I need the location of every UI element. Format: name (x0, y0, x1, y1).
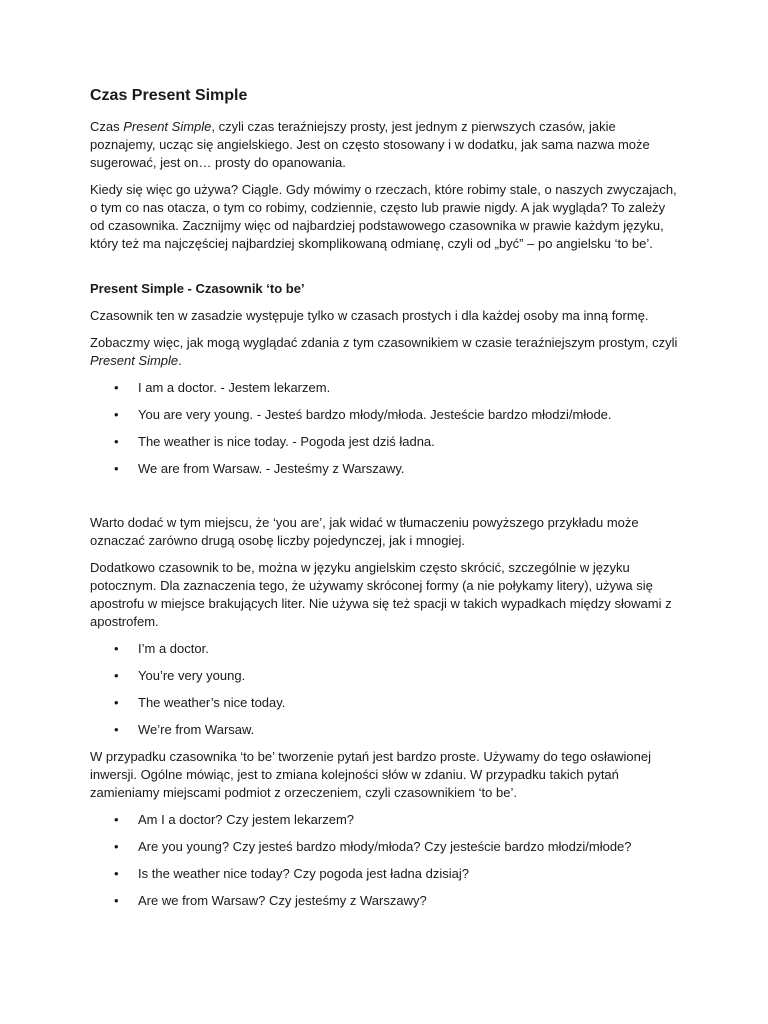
document-page (90, 84, 680, 919)
note-paragraph-2: Dodatkowo czasownik to be, można w języku angielskim często skrócić, szczególnie w języku potocznym. Dla zaznaczenia tego, że używamy skróconej formy (a nie połykamy litery), używa się apostrofu w miejsce brakujących liter. Nie używa się też spacji w takich wypadkach między słowami z apostrofem. (90, 560, 672, 629)
questions-list (90, 811, 680, 910)
list-item (90, 694, 680, 712)
document-title: Czas Present Simple (90, 87, 248, 104)
section-paragraph-1: Czasownik ten w zasadzie występuje tylko w czasach prostych i dla każdej osoby ma inną formę. (90, 308, 649, 323)
list-item-text: Is the weather nice today? Czy pogoda jest ładna dzisiaj? (138, 866, 469, 881)
list-item-text: The weather is nice today. - Pogoda jest dziś ładna. (138, 434, 435, 449)
short-form-list (90, 640, 680, 739)
bullet-icon: • (114, 812, 119, 827)
list-item (90, 406, 680, 424)
intro-p1-text-c: , czyli czas teraźniejszy prosty, jest jednym z pierwszych czasów, jakie poznajemy, ucząc się angielskiego. Jest on często stosowany i w dodatku, jak sama nazwa może sugerować, jest on… prosty do opanowania. (90, 119, 650, 170)
list-item (90, 460, 680, 478)
list-item (90, 838, 680, 856)
questions-paragraph: W przypadku czasownika ‘to be’ tworzenie pytań jest bardzo proste. Używamy do tego osławionej inwersji. Ogólne mówiąc, jest to zmiana kolejności słów w zdaniu. W przypadku takich pytań zamieniamy miejscami podmiot z orzeczeniem, czyli czasownikiem ‘to be’. (90, 749, 651, 800)
list-item (90, 433, 680, 451)
bullet-icon: • (114, 668, 119, 683)
list-item (90, 721, 680, 739)
bullet-icon: • (114, 461, 119, 476)
list-item (90, 811, 680, 829)
bullet-icon: • (114, 893, 119, 908)
spacer (90, 487, 680, 514)
list-item-text: I am a doctor. - Jestem lekarzem. (138, 380, 331, 395)
list-item-text: You are very young. - Jesteś bardzo młody/młoda. Jesteście bardzo młodzi/młode. (138, 407, 612, 422)
note-paragraph-1: Warto dodać w tym miejscu, że ‘you are’, jak widać w tłumaczeniu powyższego przykładu może oznaczać zarówno drugą osobę liczby pojedynczej, jak i mnogiej. (90, 515, 639, 548)
list-item (90, 865, 680, 883)
list-item (90, 667, 680, 685)
section-paragraph-2 (90, 334, 680, 370)
intro-p1-text-a: Czas (90, 119, 124, 134)
section-heading: Present Simple - Czasownik ‘to be’ (90, 281, 305, 296)
intro-paragraph-1 (90, 118, 680, 172)
list-item-text: Are you young? Czy jesteś bardzo młody/młoda? Czy jesteście bardzo młodzi/młode? (138, 839, 632, 854)
bullet-icon: • (114, 434, 119, 449)
list-item (90, 892, 680, 910)
list-item-text: We’re from Warsaw. (138, 722, 255, 737)
bullet-icon: • (114, 380, 119, 395)
list-item (90, 640, 680, 658)
list-item (90, 379, 680, 397)
intro-p1-italic-term: Present Simple (123, 119, 212, 134)
list-item-text: The weather’s nice today. (138, 695, 286, 710)
bullet-icon: • (114, 866, 119, 881)
list-item-text: We are from Warsaw. - Jesteśmy z Warszawy. (138, 461, 405, 476)
list-item-text: Am I a doctor? Czy jestem lekarzem? (138, 812, 355, 827)
intro-paragraph-2: Kiedy się więc go używa? Ciągle. Gdy mówimy o rzeczach, które robimy stale, o naszych zwyczajach, o tym co nas otacza, o tym co robimy, codziennie, często lub prawie nigdy. A jak wygląda? To zależy od czasownika. Zacznijmy więc od najbardziej podstawowego czasownika w prawie każdym języku, który też ma najczęściej najbardziej skomplikowaną odmianę, czyli od „być” – po angielsku ‘to be’. (90, 182, 677, 251)
section-p2-italic-term: Present Simple (90, 353, 179, 368)
bullet-icon: • (114, 722, 119, 737)
list-item-text: I’m a doctor. (138, 641, 209, 656)
section-p2-text-a: Zobaczmy więc, jak mogą wyglądać zdania z tym czasownikiem w czasie teraźniejszym prostym, czyli (90, 335, 678, 350)
bullet-icon: • (114, 839, 119, 854)
bullet-icon: • (114, 641, 119, 656)
bullet-icon: • (114, 407, 119, 422)
bullet-icon: • (114, 695, 119, 710)
list-item-text: Are we from Warsaw? Czy jesteśmy z Warszawy? (138, 893, 427, 908)
full-form-list (90, 379, 680, 478)
list-item-text: You’re very young. (138, 668, 246, 683)
section-p2-text-c: . (178, 353, 182, 368)
